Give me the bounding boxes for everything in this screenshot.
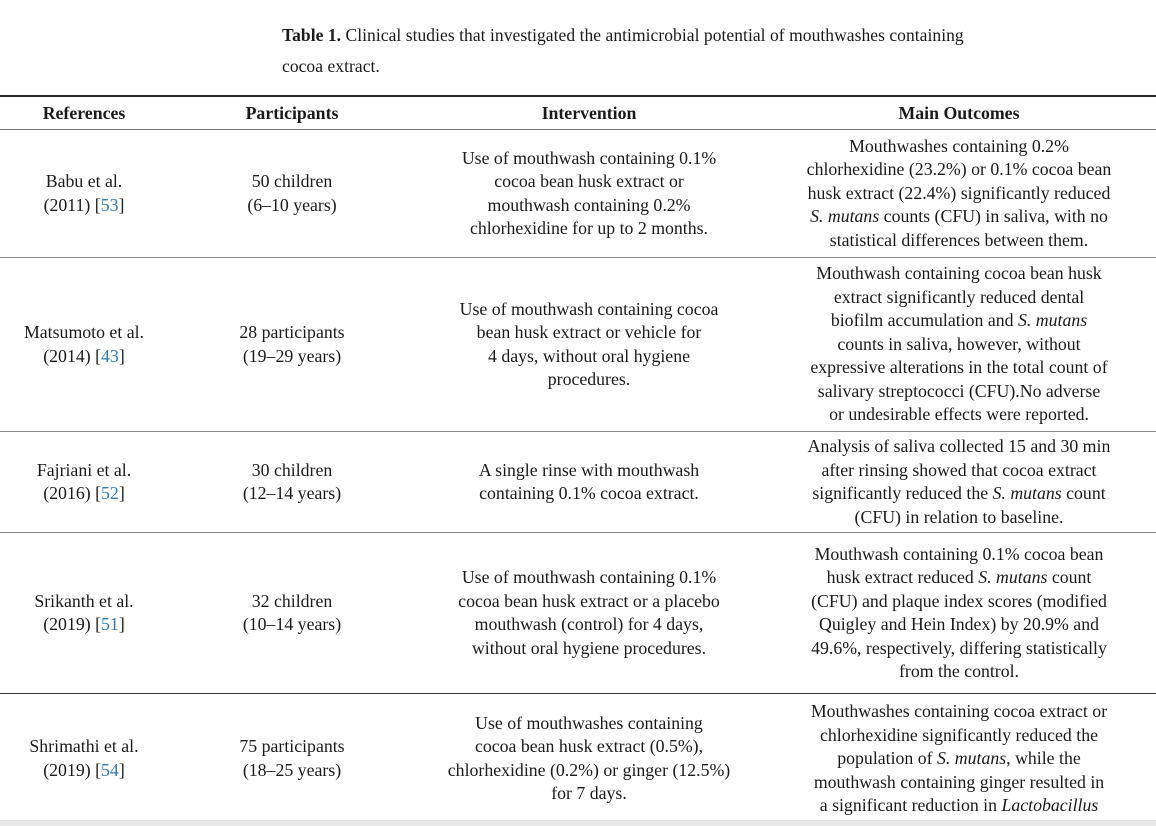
table-caption-label: Table 1. bbox=[282, 25, 342, 45]
species-name: S. mutans bbox=[937, 748, 1007, 768]
table-row bbox=[0, 258, 1156, 432]
cell-reference: Matsumoto et al. (2014) [43] bbox=[23, 322, 144, 366]
cell-intervention: Use of mouthwashes containing cocoa bean husk extract (0.5%), chlorhexidine (0.2%) or ginger (12.5%) for 7 days. bbox=[447, 712, 731, 804]
citation-link[interactable]: 51 bbox=[101, 614, 119, 634]
cell-participants: 75 participants (18–25 years) bbox=[239, 736, 345, 780]
cell-intervention: Use of mouthwash containing 0.1% cocoa bean husk extract or a placebo mouthwash (control) for 4 days, without oral hygiene procedures. bbox=[458, 567, 720, 658]
clinical-studies-table-container bbox=[0, 95, 1156, 824]
page-bottom-edge bbox=[0, 820, 1156, 826]
cell-main-outcomes: Mouthwash containing cocoa bean husk extract significantly reduced dental biofilm accumulation and S. mutans counts in saliva, however, without expressive alterations in the total count of salivary streptococci (CFU).No adverse or undesirable effects were reported. bbox=[810, 263, 1108, 425]
cell-intervention: A single rinse with mouthwash containing 0.1% cocoa extract. bbox=[478, 459, 700, 503]
cell-participants: 30 children (12–14 years) bbox=[242, 459, 342, 503]
cell-participants: 32 children (10–14 years) bbox=[242, 590, 342, 634]
species-name: S. mutans bbox=[1018, 310, 1088, 331]
table-caption-text: Clinical studies that investigated the antimicrobial potential of mouthwashes containing bbox=[341, 25, 964, 45]
species-name: S. mutans bbox=[978, 567, 1048, 587]
header-intervention: Intervention bbox=[541, 102, 637, 123]
cell-main-outcomes: Mouthwash containing 0.1% cocoa bean husk extract reduced S. mutans count (CFU) and plaque index scores (modified Quigley and Hein Index) by 20.9% and 49.6%, respectively, differing statistically from the control. bbox=[811, 543, 1107, 681]
cell-intervention: Use of mouthwash containing cocoa bean husk extract or vehicle for 4 days, without oral hygiene procedures. bbox=[459, 298, 719, 389]
cell-reference: Fajriani et al. (2016) [52] bbox=[36, 459, 132, 503]
citation-link[interactable]: 52 bbox=[101, 483, 119, 503]
cell-main-outcomes: Mouthwashes containing cocoa extract or chlorhexidine significantly reduced the population of S. mutans, while the mouthwash containing ginger resulted in a significant reduction in Lactobacillus bbox=[810, 701, 1108, 815]
table-row bbox=[0, 694, 1156, 824]
table-caption-text-cont: cocoa extract. bbox=[282, 56, 380, 76]
cell-reference: Babu et al. (2011) [53] bbox=[43, 171, 125, 215]
header-references: References bbox=[42, 102, 126, 123]
table-row bbox=[0, 533, 1156, 694]
table-row bbox=[0, 130, 1156, 258]
cell-main-outcomes: Analysis of saliva collected 15 and 30 min after rinsing showed that cocoa extract significantly reduced the S. mutans count (CFU) in relation to baseline. bbox=[807, 436, 1111, 527]
table-header-row bbox=[0, 96, 1156, 130]
cell-reference: Shrimathi et al. (2019) [54] bbox=[29, 736, 139, 780]
header-participants: Participants bbox=[245, 102, 339, 123]
citation-link[interactable]: 53 bbox=[100, 194, 119, 215]
cell-reference: Srikanth et al. (2019) [51] bbox=[34, 590, 134, 634]
genus-name: Lactobacillus bbox=[1001, 795, 1099, 815]
cell-participants: 50 children (6–10 years) bbox=[247, 171, 337, 215]
table-row bbox=[0, 432, 1156, 533]
citation-link[interactable]: 54 bbox=[101, 759, 119, 780]
cell-participants: 28 participants (19–29 years) bbox=[239, 322, 345, 366]
table-caption bbox=[282, 20, 1152, 82]
header-main-outcomes: Main Outcomes bbox=[898, 102, 1020, 123]
clinical-studies-table bbox=[0, 95, 1156, 824]
species-name: S. mutans bbox=[810, 206, 880, 227]
citation-link[interactable]: 43 bbox=[101, 345, 119, 366]
cell-intervention: Use of mouthwash containing 0.1% cocoa bean husk extract or mouthwash containing 0.2% chlorhexidine for up to 2 months. bbox=[461, 147, 717, 238]
species-name: S. mutans bbox=[992, 483, 1062, 503]
cell-main-outcomes: Mouthwashes containing 0.2% chlorhexidine (23.2%) or 0.1% cocoa bean husk extract (22.4%) significantly reduced S. mutans counts (CFU) in saliva, with no statistical differences between them. bbox=[806, 135, 1112, 250]
